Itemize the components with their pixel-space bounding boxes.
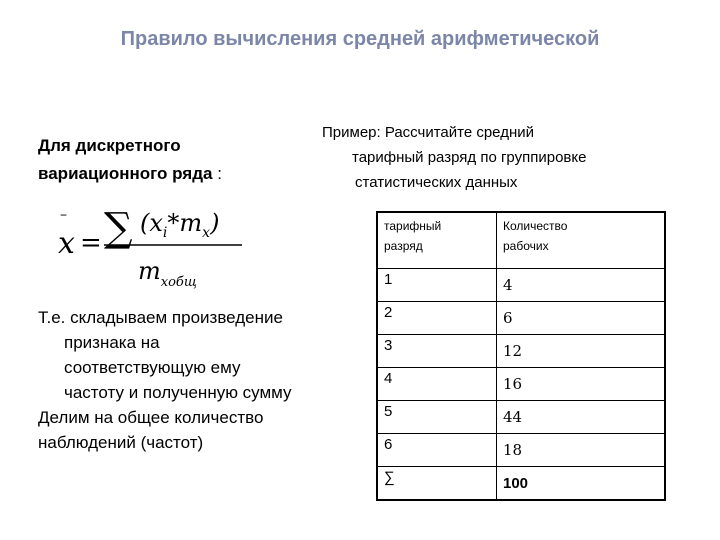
desc-line: Т.е. складываем произведение [38, 308, 283, 327]
grade-cell: 1 [377, 269, 497, 302]
formula-numerator [140, 209, 219, 241]
table-header-row [377, 212, 665, 269]
table-row [377, 401, 665, 434]
total-count-cell: 100 [497, 467, 666, 501]
example-line3: статистических данных [355, 174, 518, 191]
formula-bar: – [60, 207, 67, 223]
description [38, 305, 358, 455]
grade-cell: 3 [377, 335, 497, 368]
example-line2: тарифный разряд по группировке [352, 149, 587, 166]
formula-num-close: ) [210, 209, 220, 237]
grade-cell: 2 [377, 302, 497, 335]
slide-title: Правило вычисления средней арифметической [120, 28, 600, 50]
desc-line: соответствующую ему [64, 358, 241, 377]
desc-line: Делим на общее количество [38, 408, 264, 427]
header-grade [377, 212, 497, 269]
desc-line: наблюдений (частот) [38, 433, 204, 452]
count-cell: 12 [497, 335, 666, 368]
header-count-line1: Количество [503, 219, 568, 233]
formula-x: x [58, 226, 75, 261]
formula-num-sub-x: x [202, 225, 211, 241]
formula-num-mid: *m [167, 209, 203, 237]
data-table [376, 211, 666, 501]
sum-symbol-cell: ∑ [377, 467, 497, 501]
formula-denominator [138, 257, 197, 290]
formula-den-sub: xобщ [160, 275, 197, 290]
table-total-row [377, 467, 665, 501]
heading-colon: : [212, 164, 222, 183]
header-count-line2: рабочих [503, 239, 549, 253]
grade-cell: 5 [377, 401, 497, 434]
count-cell: 16 [497, 368, 666, 401]
table-row [377, 368, 665, 401]
grade-cell: 4 [377, 368, 497, 401]
formula-num-open: (x [140, 209, 163, 237]
header-count [497, 212, 666, 269]
example-text [322, 120, 586, 195]
count-cell: 18 [497, 434, 666, 467]
count-cell: 4 [497, 269, 666, 302]
desc-line: частоту и полученную сумму [64, 383, 292, 402]
grade-cell: 6 [377, 434, 497, 467]
table-row [377, 302, 665, 335]
formula-sum: ∑ [104, 205, 133, 251]
table-row [377, 269, 665, 302]
example-line1: Пример: Рассчитайте средний [322, 124, 534, 141]
formula-den-m: m [138, 257, 161, 285]
count-cell: 44 [497, 401, 666, 434]
header-grade-line2: разряд [384, 239, 423, 253]
heading-line1: Для дискретного [38, 136, 181, 155]
header-grade-line1: тарифный [384, 219, 442, 233]
formula-num-sub-i: i [162, 225, 168, 241]
table-row [377, 434, 665, 467]
left-heading [38, 132, 222, 188]
mean-formula [50, 195, 270, 295]
desc-line: признака на [64, 333, 160, 352]
formula-equals: = [80, 228, 102, 258]
heading-line2: вариационного ряда [38, 164, 213, 183]
count-cell: 6 [497, 302, 666, 335]
table-row [377, 335, 665, 368]
